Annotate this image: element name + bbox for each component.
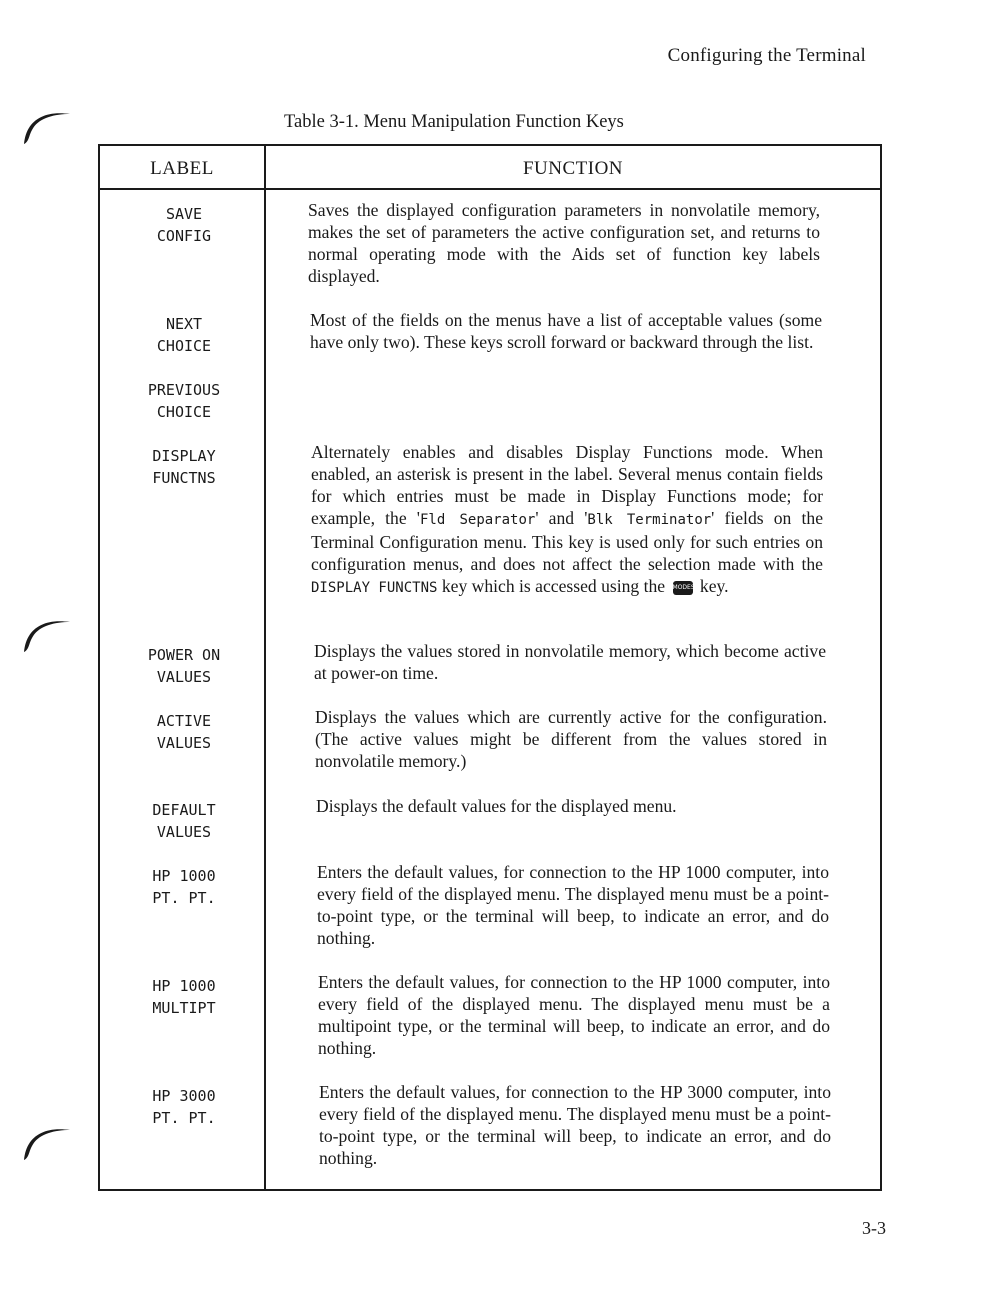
row-label-hp3000-ptpt: HP 3000 PT. PT. bbox=[152, 1087, 216, 1127]
page-number: 3-3 bbox=[862, 1218, 886, 1238]
field-name-blk-terminator: Blk Terminator bbox=[587, 512, 712, 528]
running-header: Configuring the Terminal bbox=[667, 45, 866, 66]
row-desc-hp3000-ptpt: Enters the default values, for connection to the HP 3000 computer, into every field of the displayed menu. The displayed menu must be a point-to-point type, or the terminal will beep, to indicate an error, and do nothing. bbox=[319, 1082, 831, 1168]
row-desc-active-values: Displays the values which are currently active for the configuration. (The active values might be different from the values stored in nonvolatile memory.) bbox=[315, 707, 827, 771]
row-label-hp1000-ptpt: HP 1000 PT. PT. bbox=[152, 867, 216, 907]
row-desc-power-on-values: Displays the values stored in nonvolatile memory, which become active at power-on time. bbox=[314, 641, 826, 683]
row-desc-hp1000-multipt: Enters the default values, for connection to the HP 1000 computer, into every field of the displayed menu. The displayed menu must be a multipoint type, or the terminal will beep, to indicate an error, and do nothing. bbox=[318, 972, 830, 1058]
header-rule bbox=[100, 188, 880, 190]
desc-text: ' fields on the Terminal Configuration menu. This key is used only for such entries on configuration menus, and does not affect the selection made with the bbox=[311, 508, 823, 574]
desc-text: key which is accessed using the bbox=[437, 576, 670, 596]
row-label-default-values: DEFAULT VALUES bbox=[152, 801, 216, 841]
row-desc-default-values: Displays the default values for the displayed menu. bbox=[316, 796, 677, 816]
binder-hole-mark-icon bbox=[20, 104, 72, 148]
row-label-display-functns: DISPLAY FUNCTNS bbox=[152, 447, 216, 487]
row-label-previous-choice: PREVIOUS CHOICE bbox=[147, 381, 221, 421]
desc-text: key. bbox=[695, 576, 729, 596]
row-desc-next-choice: Most of the fields on the menus have a list of acceptable values (some have only two). These keys scroll forward or backward through the list. bbox=[310, 310, 822, 352]
row-label-save-config: SAVE CONFIG bbox=[156, 205, 212, 245]
key-name-display-functns: DISPLAY FUNCTNS bbox=[311, 580, 438, 596]
row-label-power-on-values: POWER ON VALUES bbox=[147, 646, 221, 686]
modes-key-icon: MODES bbox=[673, 581, 693, 595]
table-caption: Table 3-1. Menu Manipulation Function Keys bbox=[284, 112, 624, 132]
row-label-active-values: ACTIVE VALUES bbox=[156, 712, 212, 752]
column-header-label: LABEL bbox=[150, 158, 214, 179]
row-desc-save-config: Saves the displayed configuration parameters in nonvolatile memory, makes the set of parameters the active configuration set, and returns to normal operating mode with the Aids set of function key labels displayed. bbox=[308, 200, 820, 286]
binder-hole-mark-icon bbox=[20, 1120, 72, 1164]
row-desc-display-functns bbox=[311, 441, 823, 599]
desc-text: Alternately enables and disables Display Functions mode. When enabled, an asterisk is present in the label. Several menus contain fields for which entries must be made in Display Functions mode; for example, the ' bbox=[311, 442, 823, 528]
desc-text: ' and ' bbox=[535, 508, 588, 528]
binder-hole-mark-icon bbox=[20, 612, 72, 656]
column-header-function: FUNCTION bbox=[522, 158, 624, 179]
field-name-fld-separator: Fld Separator bbox=[419, 512, 536, 528]
row-desc-hp1000-ptpt: Enters the default values, for connection to the HP 1000 computer, into every field of the displayed menu. The displayed menu must be a point-to-point type, or the terminal will beep, to indicate an error, and do nothing. bbox=[317, 862, 829, 948]
column-divider bbox=[264, 146, 266, 1189]
row-label-next-choice: NEXT CHOICE bbox=[156, 315, 212, 355]
row-label-hp1000-multipt: HP 1000 MULTIPT bbox=[152, 977, 216, 1017]
